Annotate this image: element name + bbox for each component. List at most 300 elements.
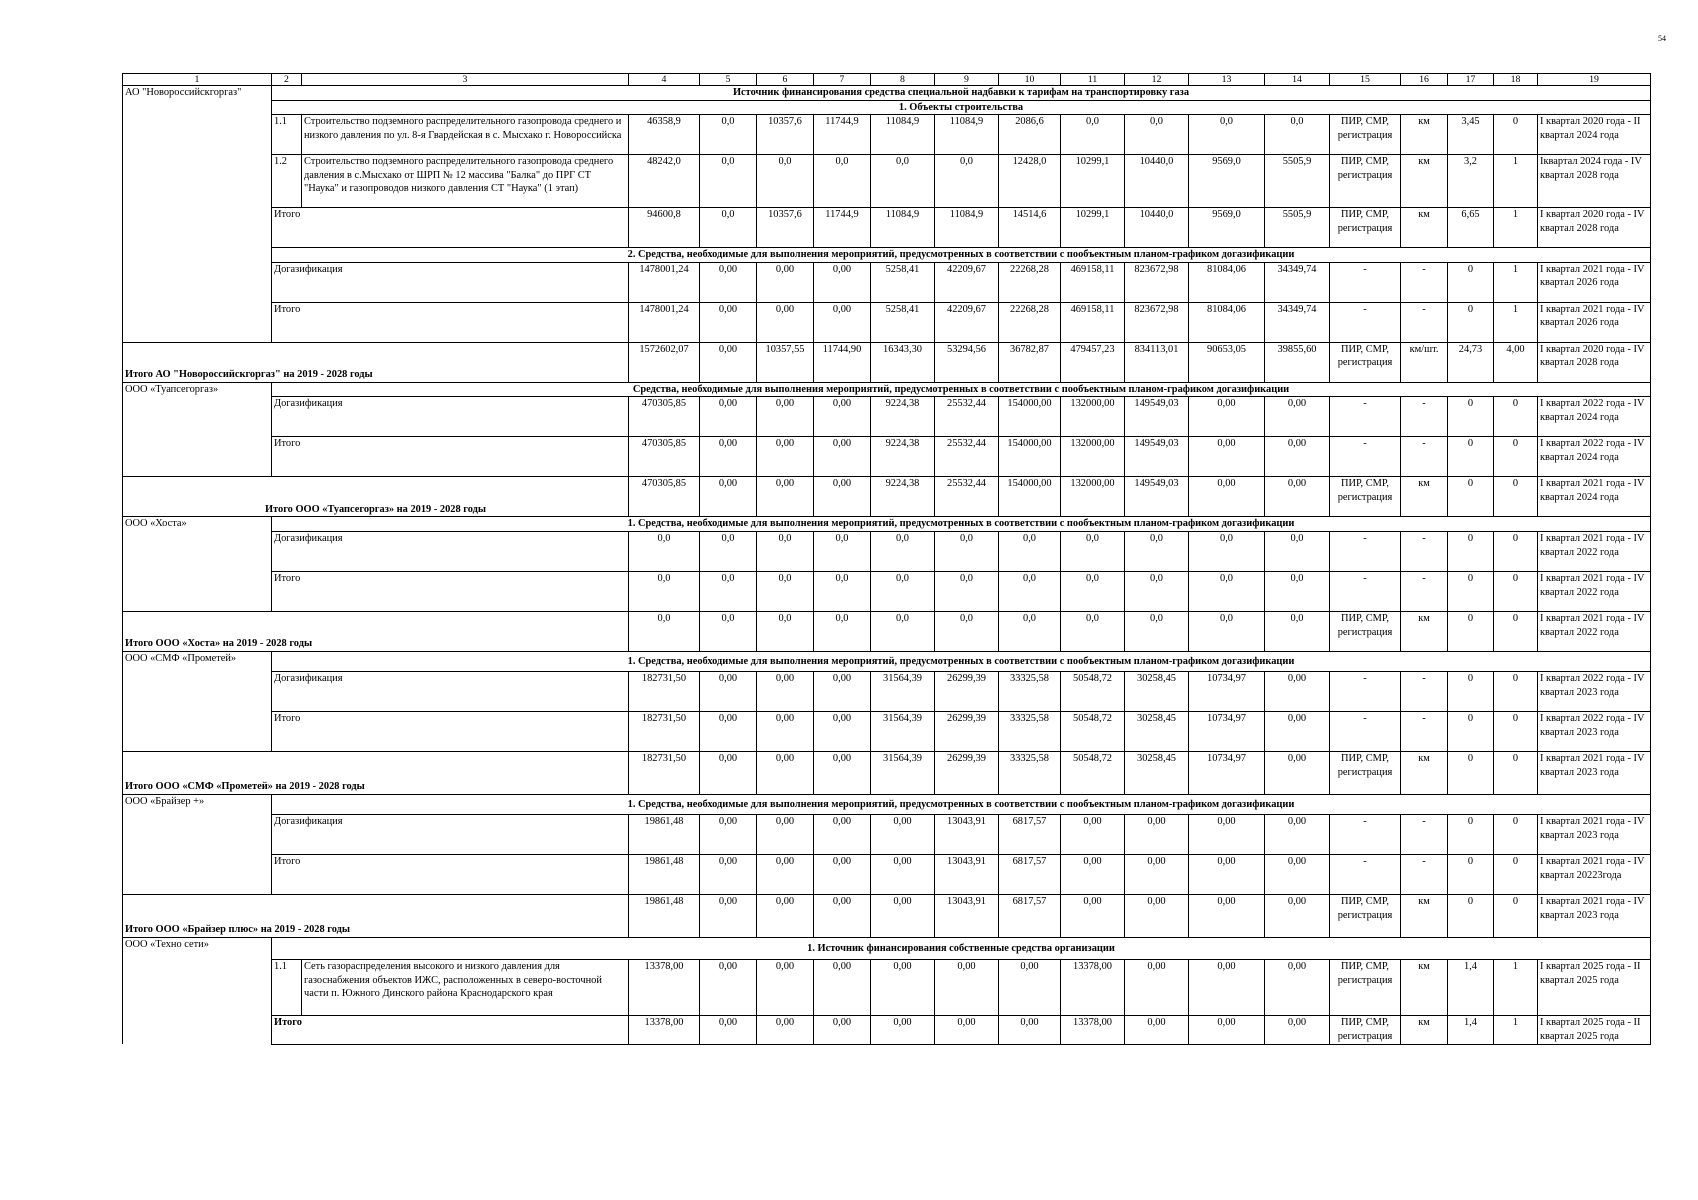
value-col-14: 0,0: [1265, 571, 1330, 611]
value-col-11: 0,00: [1061, 814, 1125, 854]
total-col-9: 25532,44: [935, 477, 999, 517]
value-col-10: 0,0: [999, 531, 1061, 571]
total-col-11: 479457,23: [1061, 342, 1125, 382]
total-col-8: 0,0: [871, 611, 935, 651]
value-col-14: 0,00: [1265, 711, 1330, 751]
org-total-label: Итого ООО «СМФ «Прометей» на 2019 - 2028 годы: [123, 751, 629, 794]
header-col-16: 16: [1401, 74, 1448, 86]
org-total-label: Итого АО "Новороссийскгоргаз" на 2019 - 2028 годы: [123, 342, 629, 382]
value-col-18: 0: [1494, 437, 1538, 477]
total-col-19: I квартал 2020 года - IV квартал 2028 года: [1538, 342, 1651, 382]
value-col-9: 26299,39: [935, 711, 999, 751]
total-col-4: 1572602,07: [629, 342, 700, 382]
value-col-12: 149549,03: [1125, 437, 1189, 477]
table-row: [123, 1015, 1651, 1044]
value-col-18: 0: [1494, 571, 1538, 611]
header-col-7: 7: [814, 74, 871, 86]
value-col-10: 12428,0: [999, 155, 1061, 208]
total-col-10: 154000,00: [999, 477, 1061, 517]
value-col-15: -: [1330, 262, 1401, 302]
item-number: 1.1: [272, 959, 302, 1015]
header-col-13: 13: [1189, 74, 1265, 86]
item-name: Догазификация: [272, 531, 629, 571]
total-col-4: 0,0: [629, 611, 700, 651]
value-col-13: 0,00: [1189, 814, 1265, 854]
org-name: АО "Новороссийскгоргаз": [123, 86, 272, 101]
total-col-6: 0,00: [757, 477, 814, 517]
item-number: 1.2: [272, 155, 302, 208]
value-col-8: 0,00: [871, 1015, 935, 1044]
section-header: 1. Объекты строительства: [272, 100, 1651, 115]
section-row: [123, 651, 1651, 671]
value-col-7: 0,00: [814, 397, 871, 437]
value-col-13: 0,00: [1189, 1015, 1265, 1044]
total-col-6: 10357,55: [757, 342, 814, 382]
value-col-13: 9569,0: [1189, 208, 1265, 248]
value-col-17: 0: [1448, 571, 1494, 611]
value-col-6: 0,00: [757, 814, 814, 854]
value-col-18: 0: [1494, 814, 1538, 854]
value-col-10: 154000,00: [999, 437, 1061, 477]
total-col-8: 9224,38: [871, 477, 935, 517]
value-col-5: 0,00: [700, 959, 757, 1015]
total-col-16: км: [1401, 477, 1448, 517]
table-row: [123, 711, 1651, 751]
value-col-18: 0: [1494, 115, 1538, 155]
value-col-10: 22268,28: [999, 262, 1061, 302]
value-col-7: 0,00: [814, 1015, 871, 1044]
value-col-19: I квартал 2020 года - II квартал 2024 года: [1538, 115, 1651, 155]
value-col-10: 154000,00: [999, 397, 1061, 437]
value-col-13: 9569,0: [1189, 155, 1265, 208]
org-cont: [123, 115, 272, 155]
value-col-6: 0,00: [757, 397, 814, 437]
value-col-19: I квартал 2021 года - IV квартал 2023 года: [1538, 814, 1651, 854]
value-col-8: 9224,38: [871, 437, 935, 477]
total-col-9: 26299,39: [935, 751, 999, 794]
total-col-7: 0,00: [814, 751, 871, 794]
investment-program-table: [122, 73, 1651, 1045]
table-row: [123, 262, 1651, 302]
value-col-4: 470305,85: [629, 397, 700, 437]
value-col-12: 823672,98: [1125, 262, 1189, 302]
total-col-12: 149549,03: [1125, 477, 1189, 517]
value-col-11: 0,00: [1061, 854, 1125, 894]
total-col-19: I квартал 2021 года - IV квартал 2022 года: [1538, 611, 1651, 651]
value-col-9: 0,0: [935, 155, 999, 208]
org-name: ООО «Техно сети»: [123, 937, 272, 959]
org-cont: [123, 959, 272, 1015]
value-col-7: 0,00: [814, 711, 871, 751]
org-cont: [123, 100, 272, 115]
value-col-11: 132000,00: [1061, 397, 1125, 437]
table-row: [123, 531, 1651, 571]
value-col-17: 1,4: [1448, 959, 1494, 1015]
section-row: [123, 248, 1651, 263]
value-col-6: 10357,6: [757, 115, 814, 155]
total-col-5: 0,0: [700, 611, 757, 651]
value-col-10: 0,00: [999, 959, 1061, 1015]
value-col-16: -: [1401, 302, 1448, 342]
value-col-13: 10734,97: [1189, 711, 1265, 751]
value-col-17: 0: [1448, 854, 1494, 894]
value-col-11: 10299,1: [1061, 155, 1125, 208]
value-col-11: 132000,00: [1061, 437, 1125, 477]
value-col-18: 1: [1494, 262, 1538, 302]
value-col-8: 11084,9: [871, 115, 935, 155]
value-col-15: ПИР, СМР, регистрация: [1330, 959, 1401, 1015]
value-col-7: 0,0: [814, 155, 871, 208]
total-col-14: 0,00: [1265, 477, 1330, 517]
value-col-4: 19861,48: [629, 854, 700, 894]
section-header: 1. Средства, необходимые для выполнения мероприятий, предусмотренных в соответствии с пообъектным планом-графиком догазификации: [272, 517, 1651, 532]
total-col-7: 0,00: [814, 477, 871, 517]
value-col-10: 33325,58: [999, 711, 1061, 751]
section-row: [123, 100, 1651, 115]
value-col-16: -: [1401, 814, 1448, 854]
value-col-5: 0,0: [700, 155, 757, 208]
org-cont: [123, 571, 272, 611]
total-col-5: 0,00: [700, 894, 757, 937]
value-col-9: 42209,67: [935, 302, 999, 342]
value-col-5: 0,0: [700, 531, 757, 571]
header-row: [123, 74, 1651, 86]
org-cont: [123, 814, 272, 854]
value-col-13: 0,00: [1189, 397, 1265, 437]
total-col-13: 0,0: [1189, 611, 1265, 651]
value-col-4: 1478001,24: [629, 262, 700, 302]
value-col-19: I квартал 2021 года - IV квартал 2022 года: [1538, 571, 1651, 611]
value-col-19: I квартал 2025 года - II квартал 2025 года: [1538, 959, 1651, 1015]
value-col-5: 0,00: [700, 262, 757, 302]
value-col-17: 0: [1448, 814, 1494, 854]
value-col-14: 5505,9: [1265, 155, 1330, 208]
value-col-4: 182731,50: [629, 671, 700, 711]
value-col-18: 1: [1494, 1015, 1538, 1044]
value-col-4: 182731,50: [629, 711, 700, 751]
item-name: Сеть газораспределения высокого и низкого давления для газоснабжения объектов ИЖС, расположенных в северо-восточной части п. Южного Динского района Краснодарского края: [302, 959, 629, 1015]
value-col-9: 26299,39: [935, 671, 999, 711]
table-row: [123, 302, 1651, 342]
value-col-14: 34349,74: [1265, 302, 1330, 342]
value-col-7: 11744,9: [814, 115, 871, 155]
total-col-11: 0,0: [1061, 611, 1125, 651]
header-col-19: 19: [1538, 74, 1651, 86]
value-col-10: 33325,58: [999, 671, 1061, 711]
value-col-9: 13043,91: [935, 814, 999, 854]
value-col-8: 0,00: [871, 959, 935, 1015]
item-name: Строительство подземного распределительного газопровода среднего и низкого давления по ул. 8-я Гвардейская в с. Мысхако г. Новороссийска: [302, 115, 629, 155]
org-cont: [123, 531, 272, 571]
value-col-16: -: [1401, 671, 1448, 711]
total-col-14: 0,0: [1265, 611, 1330, 651]
value-col-9: 0,00: [935, 1015, 999, 1044]
funding-row: [123, 86, 1651, 101]
total-col-14: 0,00: [1265, 751, 1330, 794]
org-cont: [123, 1015, 272, 1044]
value-col-18: 1: [1494, 208, 1538, 248]
value-col-16: км: [1401, 1015, 1448, 1044]
header-col-10: 10: [999, 74, 1061, 86]
value-col-9: 42209,67: [935, 262, 999, 302]
value-col-17: 1,4: [1448, 1015, 1494, 1044]
value-col-19: I квартал 2021 года - IV квартал 2026 года: [1538, 302, 1651, 342]
section-header: 1. Средства, необходимые для выполнения мероприятий, предусмотренных в соответствии с пообъектным планом-графиком догазификации: [272, 651, 1651, 671]
value-col-16: -: [1401, 397, 1448, 437]
value-col-4: 0,0: [629, 531, 700, 571]
table-row: [123, 208, 1651, 248]
value-col-11: 0,0: [1061, 531, 1125, 571]
total-col-18: 4,00: [1494, 342, 1538, 382]
value-col-9: 25532,44: [935, 397, 999, 437]
value-col-15: -: [1330, 671, 1401, 711]
total-col-11: 50548,72: [1061, 751, 1125, 794]
value-col-10: 22268,28: [999, 302, 1061, 342]
value-col-15: -: [1330, 814, 1401, 854]
value-col-8: 9224,38: [871, 397, 935, 437]
org-total-row: [123, 477, 1651, 517]
value-col-6: 0,00: [757, 854, 814, 894]
org-name: ООО «Брайзер +»: [123, 794, 272, 814]
header-col-3: 3: [302, 74, 629, 86]
value-col-12: 0,0: [1125, 115, 1189, 155]
org-total-row: [123, 342, 1651, 382]
section-row: [123, 517, 1651, 532]
value-col-6: 0,00: [757, 302, 814, 342]
value-col-14: 0,00: [1265, 814, 1330, 854]
total-col-16: км: [1401, 894, 1448, 937]
total-col-16: км/шт.: [1401, 342, 1448, 382]
total-col-19: I квартал 2021 года - IV квартал 2023 года: [1538, 751, 1651, 794]
header-col-11: 11: [1061, 74, 1125, 86]
total-col-12: 0,0: [1125, 611, 1189, 651]
org-total-label: Итого ООО «Брайзер плюс» на 2019 - 2028 годы: [123, 894, 629, 937]
total-col-10: 0,0: [999, 611, 1061, 651]
value-col-11: 13378,00: [1061, 959, 1125, 1015]
value-col-17: 0: [1448, 302, 1494, 342]
org-name: ООО «СМФ «Прометей»: [123, 651, 272, 671]
value-col-16: км: [1401, 115, 1448, 155]
item-name: Догазификация: [272, 262, 629, 302]
item-name: Итого: [272, 208, 629, 248]
value-col-5: 0,00: [700, 854, 757, 894]
value-col-8: 5258,41: [871, 262, 935, 302]
value-col-4: 48242,0: [629, 155, 700, 208]
value-col-7: 0,00: [814, 854, 871, 894]
value-col-6: 0,0: [757, 531, 814, 571]
value-col-15: -: [1330, 437, 1401, 477]
value-col-11: 50548,72: [1061, 671, 1125, 711]
value-col-19: I квартал 2021 года - IV квартал 2026 года: [1538, 262, 1651, 302]
total-col-15: ПИР, СМР, регистрация: [1330, 611, 1401, 651]
total-col-9: 53294,56: [935, 342, 999, 382]
value-col-5: 0,00: [700, 711, 757, 751]
section-header: Средства, необходимые для выполнения мероприятий, предусмотренных в соответствии с пообъектным планом-графиком догазификации: [272, 382, 1651, 397]
value-col-7: 0,00: [814, 302, 871, 342]
value-col-5: 0,0: [700, 115, 757, 155]
table-row: [123, 814, 1651, 854]
item-name: Строительство подземного распределительного газопровода среднего давления в с.Мысхако от ШРП № 12 массива "Балка" до ПРГ СТ "Наука" и газопроводов низкого давления СТ "Наука" (1 этап): [302, 155, 629, 208]
total-col-13: 0,00: [1189, 477, 1265, 517]
value-col-16: км: [1401, 208, 1448, 248]
org-cont: [123, 302, 272, 342]
value-col-9: 0,0: [935, 571, 999, 611]
value-col-8: 0,0: [871, 571, 935, 611]
value-col-17: 0: [1448, 711, 1494, 751]
value-col-4: 46358,9: [629, 115, 700, 155]
value-col-16: -: [1401, 437, 1448, 477]
total-col-12: 834113,01: [1125, 342, 1189, 382]
total-col-4: 19861,48: [629, 894, 700, 937]
value-col-15: ПИР, СМР, регистрация: [1330, 1015, 1401, 1044]
total-col-17: 0: [1448, 611, 1494, 651]
total-col-13: 0,00: [1189, 894, 1265, 937]
header-col-6: 6: [757, 74, 814, 86]
value-col-10: 14514,6: [999, 208, 1061, 248]
value-col-16: -: [1401, 854, 1448, 894]
value-col-6: 0,00: [757, 959, 814, 1015]
value-col-19: I квартал 2022 года - IV квартал 2024 года: [1538, 397, 1651, 437]
value-col-15: -: [1330, 531, 1401, 571]
value-col-5: 0,00: [700, 437, 757, 477]
value-col-4: 13378,00: [629, 959, 700, 1015]
value-col-17: 0: [1448, 397, 1494, 437]
value-col-19: I квартал 2022 года - IV квартал 2023 года: [1538, 671, 1651, 711]
value-col-13: 0,00: [1189, 437, 1265, 477]
value-col-19: I квартал 2021 года - IV квартал 2022 года: [1538, 531, 1651, 571]
value-col-18: 1: [1494, 959, 1538, 1015]
value-col-15: ПИР, СМР, регистрация: [1330, 208, 1401, 248]
header-col-9: 9: [935, 74, 999, 86]
value-col-18: 0: [1494, 671, 1538, 711]
value-col-14: 0,0: [1265, 531, 1330, 571]
total-col-6: 0,00: [757, 894, 814, 937]
value-col-12: 30258,45: [1125, 711, 1189, 751]
value-col-7: 0,00: [814, 262, 871, 302]
value-col-19: I квартал 2020 года - IV квартал 2028 года: [1538, 208, 1651, 248]
org-total-row: [123, 611, 1651, 651]
total-col-15: ПИР, СМР, регистрация: [1330, 477, 1401, 517]
value-col-18: 0: [1494, 711, 1538, 751]
value-col-5: 0,00: [700, 671, 757, 711]
value-col-5: 0,00: [700, 1015, 757, 1044]
value-col-11: 469158,11: [1061, 262, 1125, 302]
value-col-15: ПИР, СМР, регистрация: [1330, 115, 1401, 155]
value-col-5: 0,00: [700, 302, 757, 342]
funding-header: Источник финансирования средства специальной надбавки к тарифам на транспортировку газа: [272, 86, 1651, 101]
total-col-13: 90653,05: [1189, 342, 1265, 382]
item-name: Итого: [272, 302, 629, 342]
total-col-4: 182731,50: [629, 751, 700, 794]
header-col-1: 1: [123, 74, 272, 86]
item-name: Итого: [272, 437, 629, 477]
value-col-9: 0,0: [935, 531, 999, 571]
total-col-5: 0,00: [700, 751, 757, 794]
total-col-16: км: [1401, 751, 1448, 794]
total-col-19: I квартал 2021 года - IV квартал 2024 года: [1538, 477, 1651, 517]
value-col-4: 1478001,24: [629, 302, 700, 342]
value-col-13: 0,00: [1189, 854, 1265, 894]
value-col-19: I квартал 2022 года - IV квартал 2023 года: [1538, 711, 1651, 751]
value-col-9: 11084,9: [935, 115, 999, 155]
value-col-16: -: [1401, 571, 1448, 611]
item-name: Итого: [272, 854, 629, 894]
total-col-12: 30258,45: [1125, 751, 1189, 794]
section-header: 1. Источник финансирования собственные средства организации: [272, 937, 1651, 959]
value-col-7: 0,00: [814, 814, 871, 854]
value-col-14: 0,00: [1265, 397, 1330, 437]
value-col-18: 1: [1494, 302, 1538, 342]
value-col-16: км: [1401, 959, 1448, 1015]
value-col-13: 81084,06: [1189, 262, 1265, 302]
value-col-13: 0,00: [1189, 959, 1265, 1015]
value-col-12: 0,00: [1125, 959, 1189, 1015]
total-col-12: 0,00: [1125, 894, 1189, 937]
value-col-9: 13043,91: [935, 854, 999, 894]
org-cont: [123, 262, 272, 302]
value-col-12: 823672,98: [1125, 302, 1189, 342]
value-col-12: 149549,03: [1125, 397, 1189, 437]
total-col-5: 0,00: [700, 342, 757, 382]
value-col-7: 0,0: [814, 571, 871, 611]
header-col-2: 2: [272, 74, 302, 86]
total-col-17: 0: [1448, 894, 1494, 937]
table-row: [123, 437, 1651, 477]
value-col-18: 0: [1494, 854, 1538, 894]
value-col-17: 0: [1448, 671, 1494, 711]
header-col-8: 8: [871, 74, 935, 86]
total-col-7: 11744,90: [814, 342, 871, 382]
value-col-13: 0,0: [1189, 571, 1265, 611]
value-col-13: 0,0: [1189, 115, 1265, 155]
value-col-14: 0,00: [1265, 437, 1330, 477]
value-col-10: 0,00: [999, 1015, 1061, 1044]
item-name: Догазификация: [272, 814, 629, 854]
value-col-17: 6,65: [1448, 208, 1494, 248]
value-col-4: 470305,85: [629, 437, 700, 477]
value-col-5: 0,00: [700, 397, 757, 437]
value-col-14: 0,00: [1265, 854, 1330, 894]
org-cont: [123, 248, 272, 263]
value-col-12: 0,0: [1125, 571, 1189, 611]
value-col-8: 31564,39: [871, 671, 935, 711]
value-col-11: 469158,11: [1061, 302, 1125, 342]
value-col-18: 0: [1494, 531, 1538, 571]
value-col-16: км: [1401, 155, 1448, 208]
value-col-11: 13378,00: [1061, 1015, 1125, 1044]
total-col-14: 39855,60: [1265, 342, 1330, 382]
value-col-11: 0,0: [1061, 571, 1125, 611]
item-number: 1.1: [272, 115, 302, 155]
value-col-14: 34349,74: [1265, 262, 1330, 302]
value-col-7: 0,00: [814, 959, 871, 1015]
value-col-17: 3,45: [1448, 115, 1494, 155]
org-total-row: [123, 751, 1651, 794]
total-col-6: 0,00: [757, 751, 814, 794]
table-row: [123, 155, 1651, 208]
header-col-15: 15: [1330, 74, 1401, 86]
value-col-19: Iквартал 2024 года - IV квартал 2028 года: [1538, 155, 1651, 208]
total-col-5: 0,00: [700, 477, 757, 517]
org-cont: [123, 671, 272, 711]
total-col-15: ПИР, СМР, регистрация: [1330, 894, 1401, 937]
value-col-15: -: [1330, 397, 1401, 437]
value-col-7: 0,0: [814, 531, 871, 571]
value-col-19: I квартал 2022 года - IV квартал 2024 года: [1538, 437, 1651, 477]
total-col-16: км: [1401, 611, 1448, 651]
total-col-4: 470305,85: [629, 477, 700, 517]
value-col-9: 0,00: [935, 959, 999, 1015]
